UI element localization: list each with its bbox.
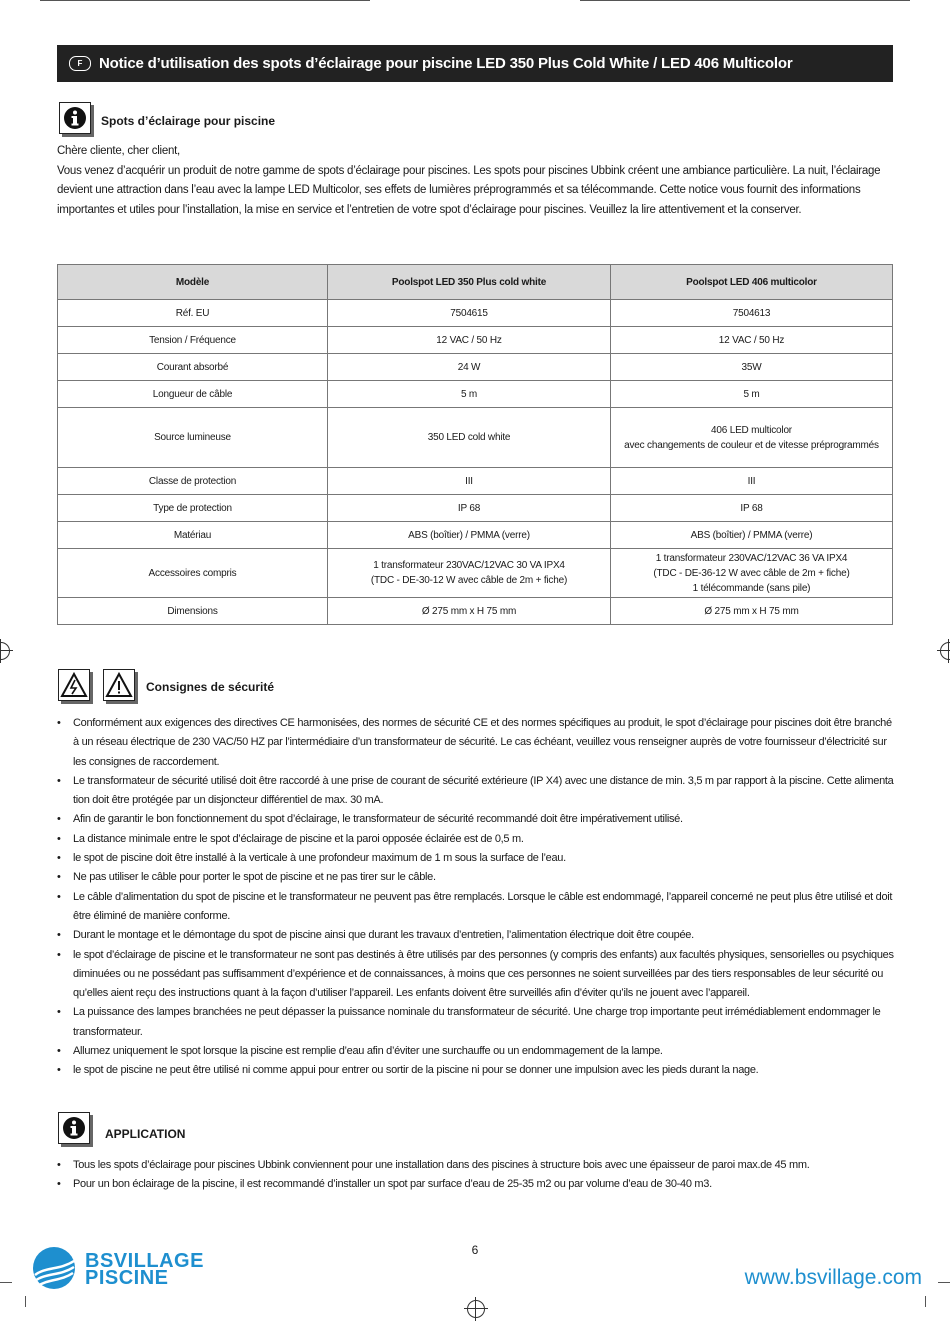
list-item: • Tous les spots d’éclairage pour piscines Ubbink conviennent pour une installation dans des piscines à structure bois avec une épaisseur de paroi max.de 45 mm. (57, 1156, 895, 1175)
list-item: • le spot d’éclairage de piscine et le transformateur ne sont pas destinés à être utilisés par des personnes (y compris des enfants) aux facultés physiques, sensorielles ou psychiques diminuées ou ne possédant pas suffisamment d’expérience et de connaissances, à moins que ces personnes ne soient surveillées par des tiers responsables de leur sécurité ou qu’elles aient reçu des instructions quant à la façon d’utiliser l’appareil. Les enfants doivent être surveillés afin d’éviter qu’ils ne jouent avec l’appareil. (57, 946, 895, 1004)
document-title-bar (57, 45, 893, 82)
table-header-cell: Modèle (58, 265, 328, 300)
table-cell: III (328, 468, 611, 495)
table-cell: ABS (boîtier) / PMMA (verre) (328, 522, 611, 549)
registration-mark (467, 1300, 485, 1318)
table-cell: 12 VAC / 50 Hz (328, 327, 611, 354)
table-cell: Source lumineuse (58, 408, 328, 468)
table-row (58, 354, 893, 381)
list-item: • Afin de garantir le bon fonctionnement du spot d’éclairage, le transformateur de sécurité recommandé doit être impérativement utilisé. (57, 810, 895, 829)
table-header-cell: Poolspot LED 406 multicolor (611, 265, 893, 300)
table-row (58, 495, 893, 522)
application-list (57, 1156, 895, 1195)
table-cell: Matériau (58, 522, 328, 549)
warning-icon (103, 669, 135, 701)
website-url: www.bsvillage.com (744, 1266, 922, 1289)
logo-line-1: BSVILLAGE (85, 1250, 204, 1272)
list-item: • Ne pas utiliser le câble pour porter le spot de piscine et ne pas tirer sur le câble. (57, 868, 895, 887)
table-cell: Type de protection (58, 495, 328, 522)
list-item: • Conformément aux exigences des directives CE harmonisées, des normes de sécurité CE et des normes spécifiques au produit, le spot d’éclairage pour piscines doit être branché à un réseau électrique de 230 VAC/50 HZ par l’intermédiaire d’un transformateur de sécurité. Le cas échéant, veuillez vous renseigner auprès de votre fournisseur d’électricité sur les consignes de raccordement. (57, 714, 895, 772)
document-title: Notice d’utilisation des spots d’éclairage pour piscine LED 350 Plus Cold White / LED 406 Multicolor (99, 55, 793, 72)
table-cell: 35W (611, 354, 893, 381)
table-row (58, 408, 893, 468)
registration-mark (940, 642, 950, 660)
table-cell: Longueur de câble (58, 381, 328, 408)
list-item: • le spot de piscine doit être installé à la verticale à une profondeur maximum de 1 m sous la surface de l’eau. (57, 849, 895, 868)
table-cell: 24 W (328, 354, 611, 381)
table-cell: III (611, 468, 893, 495)
list-item: • La distance minimale entre le spot d’éclairage de piscine et la paroi opposée éclairée est de 0,5 m. (57, 830, 895, 849)
table-cell: 406 LED multicolor avec changements de couleur et de vitesse préprogrammés (611, 408, 893, 468)
table-cell: Classe de protection (58, 468, 328, 495)
table-row (58, 381, 893, 408)
table-cell: 7504615 (328, 300, 611, 327)
table-cell: 12 VAC / 50 Hz (611, 327, 893, 354)
spec-table (57, 264, 893, 625)
table-row (58, 598, 893, 625)
crop-mark (925, 1296, 926, 1307)
crop-mark (40, 0, 370, 1)
intro-body: Vous venez d’acquérir un produit de notre gamme de spots d’éclairage pour piscines. Les spots pour piscines Ubbink créent une ambiance particulière. La nuit, l’éclairage devient une attraction dans l’eau avec la lampe LED Multicolor, ses effets de lumières préprogrammés et sa télécommande. Cette notice vous fournit des informations importantes et utiles pour l’installation, la mise en service et l’entretien de votre spot d’éclairage pour piscines. Veuillez la lire attentivement et la conserver. (57, 164, 881, 216)
table-cell: Ø 275 mm x H 75 mm (328, 598, 611, 625)
table-cell: IP 68 (611, 495, 893, 522)
registration-mark (0, 642, 10, 660)
crop-mark (580, 0, 910, 1)
table-cell: 5 m (611, 381, 893, 408)
list-item: • Le transformateur de sécurité utilisé doit être raccordé à une prise de courant de sécurité extérieure (IP X4) avec une distance de min. 3,5 m par rapport à la piscine. Cette alimenta tion doit être protégée par un disjoncteur différentiel de max. 30 mA. (57, 772, 895, 811)
crop-mark (938, 1282, 950, 1283)
language-badge: F (69, 56, 91, 71)
list-item: • La puissance des lampes branchées ne peut dépasser la puissance nominale du transformateur de sécurité. Une charge trop importante peut irrémédiablement endommager le transformateur. (57, 1003, 895, 1042)
bsvillage-logo (30, 1244, 230, 1292)
table-row (58, 468, 893, 495)
table-header-cell: Poolspot LED 350 Plus cold white (328, 265, 611, 300)
list-item: • le spot de piscine ne peut être utilisé ni comme appui pour entrer ou sortir de la piscine ni pour se donner une impulsion avec les pieds durant la nage. (57, 1061, 895, 1080)
table-cell: Ø 275 mm x H 75 mm (611, 598, 893, 625)
table-cell: Courant absorbé (58, 354, 328, 381)
list-item: • Pour un bon éclairage de la piscine, il est recommandé d’installer un spot par surface d’eau de 25-35 m2 ou par volume d’eau de 30-40 m3. (57, 1175, 895, 1194)
safety-heading: Consignes de sécurité (146, 680, 275, 694)
table-row (58, 522, 893, 549)
intro-heading: Spots d’éclairage pour piscine (101, 114, 276, 128)
table-cell: Tension / Fréquence (58, 327, 328, 354)
application-heading: APPLICATION (105, 1127, 186, 1141)
logo-line-2: PISCINE (85, 1267, 169, 1289)
warning-icon (58, 669, 90, 701)
crop-mark (0, 1282, 12, 1283)
table-cell: Réf. EU (58, 300, 328, 327)
table-cell: 1 transformateur 230VAC/12VAC 36 VA IPX4 (TDC - DE-36-12 W avec câble de 2m + fiche) 1 télécommande (sans pile) (611, 549, 893, 598)
safety-list (57, 714, 895, 1081)
page-number: 6 (471, 1243, 479, 1257)
list-item: • Le câble d’alimentation du spot de piscine et le transformateur ne peuvent pas être remplacés. Lorsque le câble est endommagé, l’appareil concerné ne peut plus être utilisé et doit être éliminé de manière conforme. (57, 888, 895, 927)
intro-text (57, 142, 897, 220)
list-item: • Allumez uniquement le spot lorsque la piscine est remplie d’eau afin d’éviter une surchauffe ou un endommagement de la lampe. (57, 1042, 895, 1061)
list-item: • Durant le montage et le démontage du spot de piscine ainsi que durant les travaux d’entretien, l’alimentation électrique doit être coupée. (57, 926, 895, 945)
logo-wordmark (85, 1250, 204, 1289)
crop-mark (25, 1296, 26, 1307)
table-cell: 350 LED cold white (328, 408, 611, 468)
table-cell: 1 transformateur 230VAC/12VAC 30 VA IPX4 (TDC - DE-30-12 W avec câble de 2m + fiche) (328, 549, 611, 598)
table-cell: 7504613 (611, 300, 893, 327)
info-icon (59, 102, 91, 134)
table-row (58, 300, 893, 327)
table-row (58, 327, 893, 354)
table-cell: Dimensions (58, 598, 328, 625)
table-cell: Accessoires compris (58, 549, 328, 598)
table-row (58, 549, 893, 598)
info-icon (58, 1112, 90, 1144)
logo-mark-icon (30, 1244, 80, 1292)
table-cell: 5 m (328, 381, 611, 408)
table-cell: IP 68 (328, 495, 611, 522)
intro-greeting: Chère cliente, cher client, (57, 145, 181, 157)
table-cell: ABS (boîtier) / PMMA (verre) (611, 522, 893, 549)
table-header-row (58, 265, 893, 300)
